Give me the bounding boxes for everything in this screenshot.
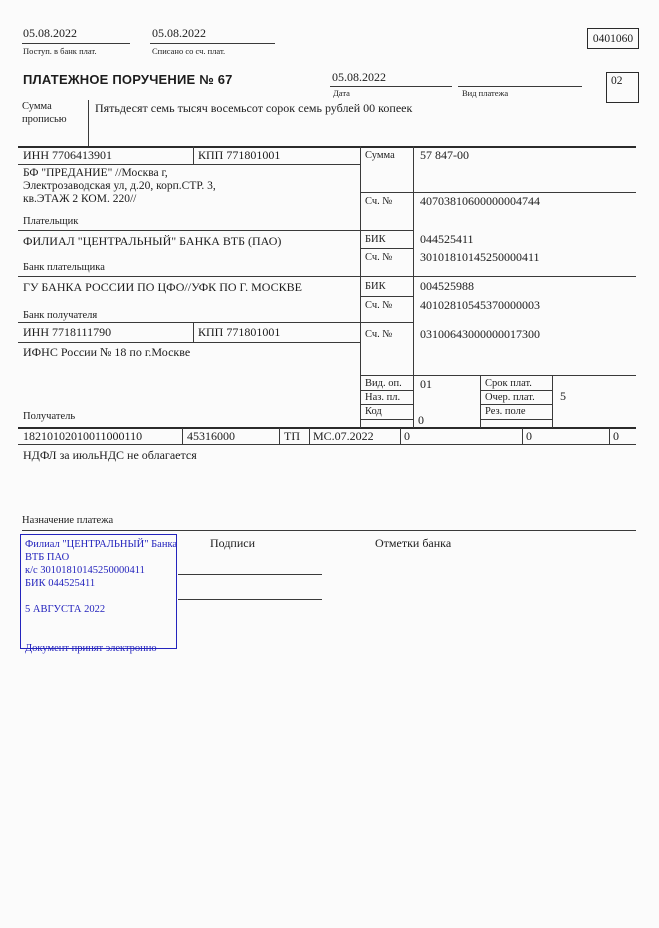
table-line: [480, 390, 552, 391]
receiver-kpp: КПП 771801001: [198, 325, 281, 339]
amount-words-label-1: Сумма: [22, 101, 52, 112]
table-line: [609, 428, 610, 444]
table-line: [18, 276, 636, 277]
receiver-section-label: Получатель: [23, 411, 76, 422]
payment-type-label: Вид платежа: [462, 88, 509, 98]
amount-words-divider: [88, 100, 89, 146]
debited-label: Списано со сч. плат.: [152, 46, 226, 56]
reserve-label: Рез. поле: [485, 406, 526, 417]
sum-label: Сумма: [365, 150, 395, 161]
payer-bank-bik-label: БИК: [365, 234, 386, 245]
date-label: Дата: [333, 88, 350, 98]
tax-field-kbk: 18210102010011000110: [23, 429, 143, 443]
receiver-account-label: Сч. №: [365, 329, 393, 340]
payer-section-label: Плательщик: [23, 216, 79, 227]
table-line: [360, 419, 413, 420]
bank-electronic-stamp: [20, 534, 178, 654]
table-line: [360, 192, 636, 193]
document-date: 05.08.2022: [332, 70, 386, 84]
stamp-bank-name-line: Филиал "ЦЕНТРАЛЬНЫЙ" Банка: [25, 539, 178, 550]
receiver-inn: ИНН 7718111790: [23, 325, 112, 339]
receiver-bank-name: ГУ БАНКА РОССИИ ПО ЦФО//УФК ПО Г. МОСКВЕ: [23, 280, 302, 294]
payment-kind-box: 02: [606, 72, 639, 103]
payer-bank-section-label: Банк плательщика: [23, 262, 105, 273]
table-line: [18, 230, 413, 231]
receiver-bank-account: 40102810545370000003: [420, 298, 540, 312]
received-in-bank-label: Поступ. в банк плат.: [23, 46, 97, 56]
table-line: [360, 146, 361, 428]
table-line: [360, 390, 413, 391]
receiver-bank-bik: 004525988: [420, 279, 474, 293]
debited-date: 05.08.2022: [152, 26, 206, 40]
received-date-underline: [22, 43, 130, 44]
table-line: [480, 375, 481, 428]
table-line: [413, 146, 414, 428]
table-line: [309, 428, 310, 444]
payer-kpp: КПП 771801001: [198, 148, 281, 162]
table-line: [18, 444, 636, 445]
payer-name-line: БФ "ПРЕДАНИЕ" //Москва г,: [23, 167, 168, 179]
code-label: Код: [365, 406, 382, 417]
receiver-bank-account-label: Сч. №: [365, 300, 393, 311]
form-code-box: 0401060: [587, 28, 639, 49]
tax-field-period: МС.07.2022: [313, 429, 374, 443]
bank-marks-label: Отметки банка: [375, 536, 452, 550]
receiver-account: 03100643000000017300: [420, 327, 540, 341]
stamp-spacer: [25, 590, 172, 603]
date-underline: [330, 86, 452, 87]
table-line: [360, 248, 413, 249]
payer-account: 40703810600000004744: [420, 194, 540, 208]
signature-line: [178, 599, 322, 600]
payer-inn: ИНН 7706413901: [23, 148, 112, 162]
amount-words-label-2: прописью: [22, 114, 67, 125]
purpose-code-label: Наз. пл.: [365, 392, 401, 403]
table-line: [522, 428, 523, 444]
table-line: [279, 428, 280, 444]
payment-purpose-text: НДФЛ за июльНДС не облагается: [23, 448, 197, 462]
priority-label: Очер. плат.: [485, 392, 535, 403]
stamp-corr-account: к/с 30101810145250000411: [25, 565, 145, 576]
payer-bank-account: 30101810145250000411: [420, 250, 540, 264]
table-line: [182, 428, 183, 444]
signature-line: [178, 574, 322, 575]
payer-name-line: Электрозаводская ул, д.20, корп.СТР. 3,: [23, 180, 216, 192]
document-title: ПЛАТЕЖНОЕ ПОРУЧЕНИЕ № 67: [23, 72, 233, 87]
priority-value: 5: [560, 389, 566, 403]
receiver-name: ИФНС России № 18 по г.Москве: [23, 345, 191, 359]
payer-bank-name: ФИЛИАЛ "ЦЕНТРАЛЬНЫЙ" БАНКА ВТБ (ПАО): [23, 234, 282, 248]
tax-field-doc-number: 0: [404, 429, 410, 443]
stamp-bank-name-line: ВТБ ПАО: [25, 552, 70, 563]
table-line: [360, 375, 636, 376]
code-value: 0: [418, 413, 424, 427]
table-line: [193, 322, 194, 342]
payer-bank-account-label: Сч. №: [365, 252, 393, 263]
debited-date-underline: [150, 43, 275, 44]
sum-value: 57 847-00: [420, 148, 469, 162]
received-in-bank-date: 05.08.2022: [23, 26, 77, 40]
table-line: [480, 419, 552, 420]
tax-field-doc-date: 0: [526, 429, 532, 443]
table-line: [360, 404, 413, 405]
tax-field-oktmo: 45316000: [187, 429, 235, 443]
stamp-bik: БИК 044525411: [25, 578, 96, 589]
tax-field-basis: ТП: [284, 429, 300, 443]
stamp-note: Документ принят электронно: [25, 643, 157, 654]
op-type-value: 01: [420, 377, 432, 391]
table-line: [480, 404, 552, 405]
table-line: [193, 146, 194, 164]
receiver-bank-bik-label: БИК: [365, 281, 386, 292]
amount-in-words: Пятьдесят семь тысяч восемьсот сорок семь рублей 00 копеек: [95, 101, 413, 115]
payer-bank-bik: 044525411: [420, 232, 474, 246]
payer-account-label: Сч. №: [365, 196, 393, 207]
table-line: [18, 322, 413, 323]
op-type-label: Вид. оп.: [365, 378, 402, 389]
purpose-section-label: Назначение платежа: [22, 515, 114, 526]
receiver-bank-section-label: Банк получателя: [23, 310, 98, 321]
table-line: [18, 164, 360, 165]
payment-type-underline: [458, 86, 582, 87]
purpose-underline: [22, 530, 636, 531]
payer-name-line: кв.ЭТАЖ 2 КОМ. 220//: [23, 193, 137, 205]
table-line: [400, 428, 401, 444]
signatures-label: Подписи: [210, 536, 256, 550]
table-line: [18, 342, 360, 343]
stamp-date: 5 АВГУСТА 2022: [25, 604, 106, 615]
due-date-label: Срок плат.: [485, 378, 532, 389]
tax-field-type: 0: [613, 429, 619, 443]
stamp-spacer: [25, 616, 172, 642]
table-line: [360, 296, 413, 297]
table-line: [552, 375, 553, 428]
